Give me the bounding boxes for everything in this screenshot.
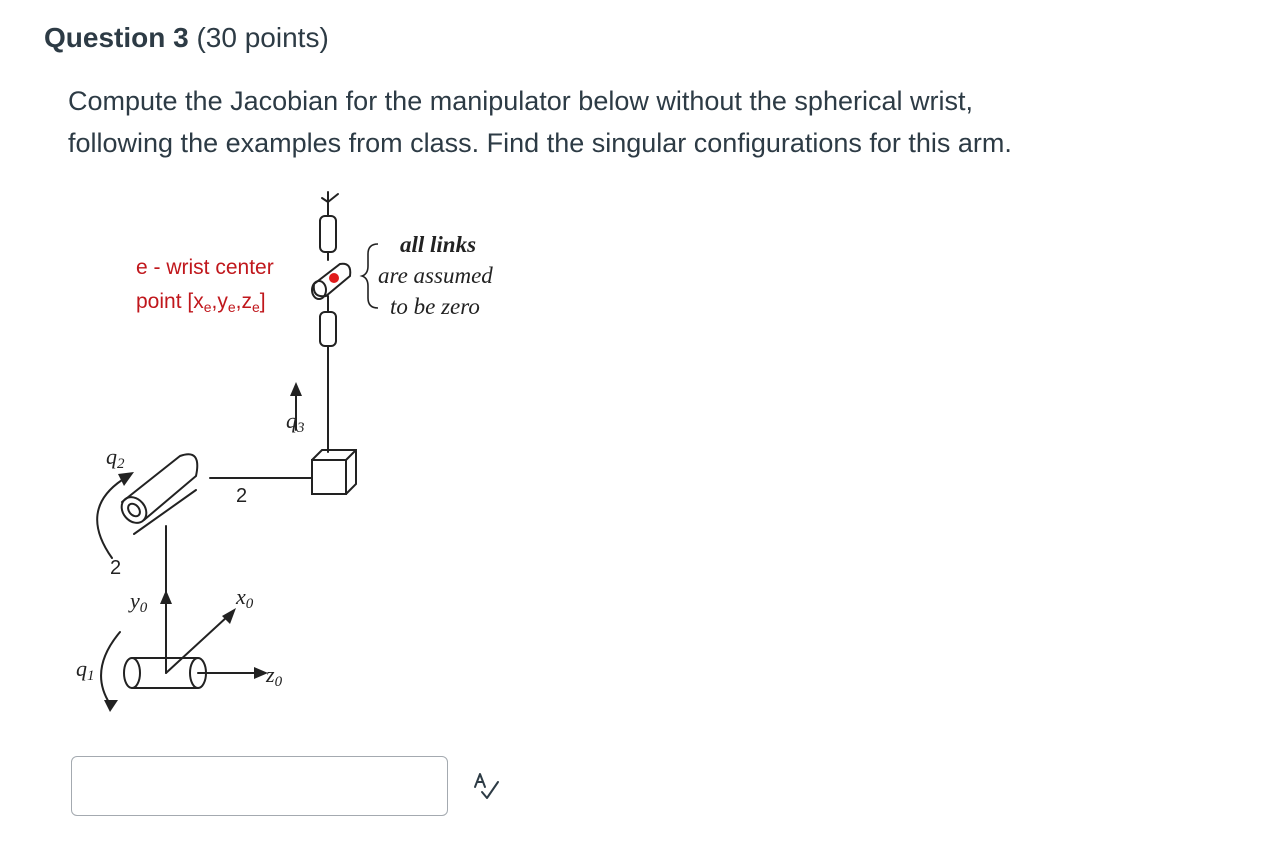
q3-arrow-head <box>290 382 302 396</box>
q2-arrow-head <box>118 472 134 486</box>
x0-label: x0 <box>236 584 254 612</box>
x0-axis <box>166 616 228 673</box>
joint2-cylinder <box>122 454 197 520</box>
q2-label: q2 <box>106 444 125 472</box>
q1-arrow-head <box>104 700 118 712</box>
wrist-label-line2: point [xe,ye,ze] <box>136 290 266 315</box>
q2-rotation-arrow <box>97 480 122 558</box>
q1-label: q1 <box>76 656 95 684</box>
wrist-center-point <box>329 273 339 283</box>
wrist-label-line1: e - wrist center <box>136 256 274 279</box>
gripper-shape <box>322 192 338 202</box>
answer-input[interactable] <box>72 757 447 815</box>
spellcheck-icon[interactable] <box>470 770 502 802</box>
wrist-cylinder-lower <box>320 312 336 346</box>
q1-rotation-arrow <box>101 632 120 704</box>
note-line3: to be zero <box>390 294 480 319</box>
note-line1: all links <box>400 232 477 257</box>
q3-label: q3 <box>286 408 305 436</box>
y0-arrow-head <box>160 590 172 604</box>
question-header <box>44 22 329 54</box>
note-brace <box>362 244 378 308</box>
answer-field[interactable] <box>71 756 448 816</box>
prismatic-box <box>312 460 346 494</box>
question-text-line2: following the examples from class. Find the singular configurations for this arm. <box>68 128 1012 158</box>
question-title: Question 3 <box>44 22 189 53</box>
prismatic-box-depth <box>312 450 356 494</box>
wrist-cylinder-upper <box>320 216 336 252</box>
y0-label: y0 <box>130 588 148 616</box>
link-length-vertical: 2 <box>110 557 122 579</box>
note-line2: are assumed <box>378 263 493 288</box>
manipulator-diagram <box>60 180 540 720</box>
z0-label: z0 <box>266 662 283 690</box>
base-cylinder-left <box>124 658 140 688</box>
question-text <box>68 80 1188 164</box>
joint2-cylinder-end <box>117 492 152 528</box>
question-points: (30 points) <box>196 22 329 53</box>
link-length-horizontal: 2 <box>236 485 248 507</box>
x0-arrow-head <box>222 608 236 624</box>
joint2-cylinder-inner <box>126 501 143 518</box>
question-text-line1: Compute the Jacobian for the manipulator below without the spherical wrist, <box>68 86 973 116</box>
